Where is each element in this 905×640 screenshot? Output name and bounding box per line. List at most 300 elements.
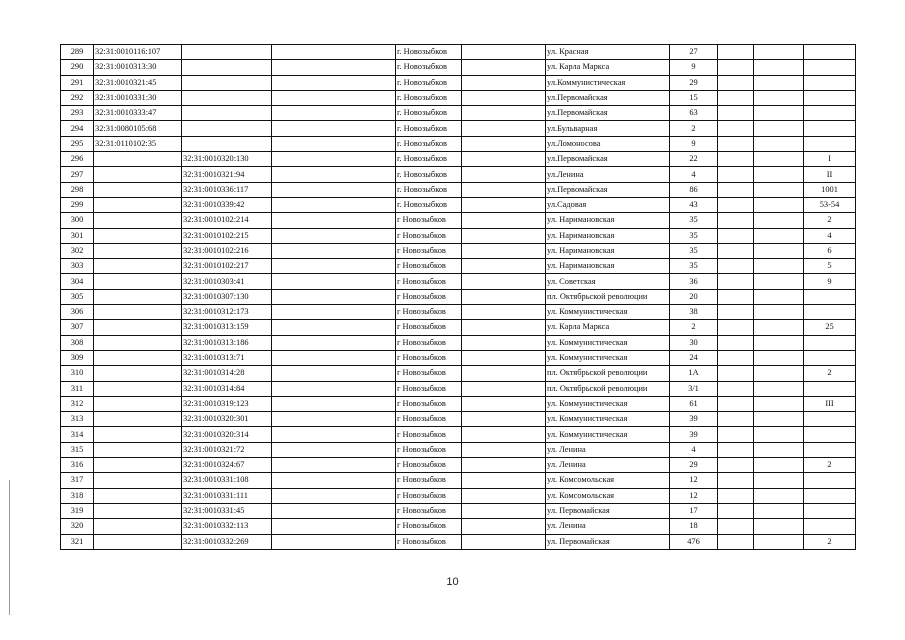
street-cell: ул. Комсомольская xyxy=(546,473,670,488)
street-cell: ул.Ломоносова xyxy=(546,136,670,151)
house-number-cell: 39 xyxy=(670,412,718,427)
apartment-number-cell: 1001 xyxy=(804,182,856,197)
premises-cadastral-number-cell xyxy=(182,90,272,105)
empty-cell xyxy=(272,243,396,258)
table-row xyxy=(61,442,856,457)
city-cell: г Новозыбков xyxy=(396,289,462,304)
street-cell: ул. Коммунистическая xyxy=(546,350,670,365)
empty-cell xyxy=(462,335,546,350)
empty-cell xyxy=(462,381,546,396)
table-row xyxy=(61,335,856,350)
empty-cell xyxy=(754,381,804,396)
city-cell: г Новозыбков xyxy=(396,259,462,274)
apartment-number-cell xyxy=(804,442,856,457)
street-cell: ул. Наримановская xyxy=(546,243,670,258)
city-cell: г. Новозыбков xyxy=(396,106,462,121)
empty-cell xyxy=(718,197,754,212)
land-cadastral-number-cell xyxy=(94,519,182,534)
table-row xyxy=(61,90,856,105)
land-cadastral-number-cell: 32:31:0010321:45 xyxy=(94,75,182,90)
empty-cell xyxy=(718,121,754,136)
street-cell: ул.Первомайская xyxy=(546,106,670,121)
empty-cell xyxy=(462,90,546,105)
empty-cell xyxy=(272,136,396,151)
empty-cell xyxy=(272,167,396,182)
apartment-number-cell: 4 xyxy=(804,228,856,243)
house-number-cell: 1А xyxy=(670,366,718,381)
row-number-cell: 311 xyxy=(61,381,94,396)
empty-cell xyxy=(462,182,546,197)
premises-cadastral-number-cell xyxy=(182,60,272,75)
empty-cell xyxy=(272,182,396,197)
street-cell: ул.Коммунистическая xyxy=(546,75,670,90)
apartment-number-cell xyxy=(804,90,856,105)
empty-cell xyxy=(272,121,396,136)
land-cadastral-number-cell xyxy=(94,320,182,335)
premises-cadastral-number-cell: 32:31:0010324:67 xyxy=(182,458,272,473)
row-number-cell: 318 xyxy=(61,488,94,503)
empty-cell xyxy=(462,213,546,228)
empty-cell xyxy=(462,152,546,167)
city-cell: г Новозыбков xyxy=(396,320,462,335)
table-row xyxy=(61,427,856,442)
house-number-cell: 4 xyxy=(670,167,718,182)
empty-cell xyxy=(754,197,804,212)
premises-cadastral-number-cell: 32:31:0010312:173 xyxy=(182,305,272,320)
apartment-number-cell: 9 xyxy=(804,274,856,289)
table-row xyxy=(61,106,856,121)
street-cell: ул. Ленина xyxy=(546,519,670,534)
land-cadastral-number-cell xyxy=(94,534,182,549)
empty-cell xyxy=(754,259,804,274)
city-cell: г Новозыбков xyxy=(396,519,462,534)
street-cell: пл. Октябрьской революции xyxy=(546,289,670,304)
empty-cell xyxy=(462,350,546,365)
land-cadastral-number-cell xyxy=(94,243,182,258)
house-number-cell: 61 xyxy=(670,396,718,411)
house-number-cell: 20 xyxy=(670,289,718,304)
empty-cell xyxy=(462,136,546,151)
empty-cell xyxy=(462,259,546,274)
empty-cell xyxy=(462,305,546,320)
empty-cell xyxy=(718,473,754,488)
apartment-number-cell xyxy=(804,289,856,304)
table-row xyxy=(61,473,856,488)
empty-cell xyxy=(754,534,804,549)
land-cadastral-number-cell xyxy=(94,228,182,243)
empty-cell xyxy=(718,45,754,60)
street-cell: ул. Наримановская xyxy=(546,213,670,228)
table-row xyxy=(61,305,856,320)
street-cell: ул. Коммунистическая xyxy=(546,412,670,427)
city-cell: г Новозыбков xyxy=(396,458,462,473)
premises-cadastral-number-cell xyxy=(182,121,272,136)
row-number-cell: 306 xyxy=(61,305,94,320)
land-cadastral-number-cell xyxy=(94,213,182,228)
empty-cell xyxy=(462,534,546,549)
land-cadastral-number-cell xyxy=(94,396,182,411)
row-number-cell: 296 xyxy=(61,152,94,167)
empty-cell xyxy=(272,274,396,289)
land-cadastral-number-cell: 32:31:0110102:35 xyxy=(94,136,182,151)
premises-cadastral-number-cell: 32:31:0010331:111 xyxy=(182,488,272,503)
empty-cell xyxy=(272,75,396,90)
house-number-cell: 476 xyxy=(670,534,718,549)
empty-cell xyxy=(462,458,546,473)
street-cell: ул. Первомайская xyxy=(546,534,670,549)
row-number-cell: 313 xyxy=(61,412,94,427)
table-row xyxy=(61,75,856,90)
row-number-cell: 317 xyxy=(61,473,94,488)
page-number: 10 xyxy=(446,576,459,588)
street-cell: ул. Коммунистическая xyxy=(546,396,670,411)
empty-cell xyxy=(272,320,396,335)
city-cell: г Новозыбков xyxy=(396,228,462,243)
empty-cell xyxy=(718,243,754,258)
table-row xyxy=(61,259,856,274)
premises-cadastral-number-cell: 32:31:0010339:42 xyxy=(182,197,272,212)
empty-cell xyxy=(272,381,396,396)
premises-cadastral-number-cell: 32:31:0010313:159 xyxy=(182,320,272,335)
row-number-cell: 298 xyxy=(61,182,94,197)
city-cell: г Новозыбков xyxy=(396,412,462,427)
house-number-cell: 9 xyxy=(670,60,718,75)
table-row xyxy=(61,152,856,167)
land-cadastral-number-cell: 32:31:0010333:47 xyxy=(94,106,182,121)
empty-cell xyxy=(718,519,754,534)
table-row xyxy=(61,503,856,518)
land-cadastral-number-cell: 32:31:0080105:68 xyxy=(94,121,182,136)
house-number-cell: 63 xyxy=(670,106,718,121)
row-number-cell: 289 xyxy=(61,45,94,60)
empty-cell xyxy=(462,366,546,381)
empty-cell xyxy=(754,350,804,365)
empty-cell xyxy=(462,473,546,488)
empty-cell xyxy=(718,90,754,105)
empty-cell xyxy=(272,458,396,473)
apartment-number-cell xyxy=(804,412,856,427)
apartment-number-cell xyxy=(804,136,856,151)
table-row xyxy=(61,488,856,503)
house-number-cell: 4 xyxy=(670,442,718,457)
empty-cell xyxy=(754,503,804,518)
apartment-number-cell xyxy=(804,427,856,442)
land-cadastral-number-cell xyxy=(94,458,182,473)
house-number-cell: 22 xyxy=(670,152,718,167)
premises-cadastral-number-cell: 32:31:0010313:71 xyxy=(182,350,272,365)
empty-cell xyxy=(718,396,754,411)
apartment-number-cell: 53-54 xyxy=(804,197,856,212)
city-cell: г Новозыбков xyxy=(396,503,462,518)
row-number-cell: 304 xyxy=(61,274,94,289)
empty-cell xyxy=(718,305,754,320)
land-cadastral-number-cell xyxy=(94,335,182,350)
premises-cadastral-number-cell: 32:31:0010321:94 xyxy=(182,167,272,182)
house-number-cell: 30 xyxy=(670,335,718,350)
premises-cadastral-number-cell: 32:31:0010307:130 xyxy=(182,289,272,304)
empty-cell xyxy=(462,45,546,60)
city-cell: г Новозыбков xyxy=(396,350,462,365)
premises-cadastral-number-cell xyxy=(182,136,272,151)
premises-cadastral-number-cell: 32:31:0010314:84 xyxy=(182,381,272,396)
street-cell: ул.Бульварная xyxy=(546,121,670,136)
empty-cell xyxy=(272,488,396,503)
street-cell: ул. Карла Маркса xyxy=(546,60,670,75)
empty-cell xyxy=(754,427,804,442)
house-number-cell: 29 xyxy=(670,458,718,473)
table-row xyxy=(61,519,856,534)
empty-cell xyxy=(754,305,804,320)
row-number-cell: 302 xyxy=(61,243,94,258)
empty-cell xyxy=(754,289,804,304)
premises-cadastral-number-cell: 32:31:0010331:45 xyxy=(182,503,272,518)
land-cadastral-number-cell: 32:31:0010116:107 xyxy=(94,45,182,60)
apartment-number-cell: 2 xyxy=(804,213,856,228)
street-cell: ул.Первомайская xyxy=(546,90,670,105)
street-cell: ул. Первомайская xyxy=(546,503,670,518)
table-row xyxy=(61,213,856,228)
empty-cell xyxy=(754,473,804,488)
empty-cell xyxy=(718,289,754,304)
empty-cell xyxy=(272,197,396,212)
empty-cell xyxy=(462,243,546,258)
empty-cell xyxy=(272,503,396,518)
land-cadastral-number-cell: 32:31:0010331:30 xyxy=(94,90,182,105)
city-cell: г. Новозыбков xyxy=(396,45,462,60)
street-cell: ул. Красная xyxy=(546,45,670,60)
empty-cell xyxy=(462,519,546,534)
city-cell: г. Новозыбков xyxy=(396,90,462,105)
city-cell: г Новозыбков xyxy=(396,274,462,289)
premises-cadastral-number-cell: 32:31:0010320:130 xyxy=(182,152,272,167)
empty-cell xyxy=(462,228,546,243)
empty-cell xyxy=(272,152,396,167)
street-cell: ул. Ленина xyxy=(546,442,670,457)
apartment-number-cell xyxy=(804,503,856,518)
house-number-cell: 35 xyxy=(670,228,718,243)
house-number-cell: 12 xyxy=(670,488,718,503)
empty-cell xyxy=(718,75,754,90)
apartment-number-cell: 2 xyxy=(804,534,856,549)
premises-cadastral-number-cell: 32:31:0010332:113 xyxy=(182,519,272,534)
street-cell: ул. Коммунистическая xyxy=(546,305,670,320)
empty-cell xyxy=(754,335,804,350)
city-cell: г. Новозыбков xyxy=(396,152,462,167)
apartment-number-cell xyxy=(804,350,856,365)
empty-cell xyxy=(272,305,396,320)
city-cell: г Новозыбков xyxy=(396,335,462,350)
empty-cell xyxy=(462,167,546,182)
premises-cadastral-number-cell: 32:31:0010102:216 xyxy=(182,243,272,258)
premises-cadastral-number-cell: 32:31:0010320:301 xyxy=(182,412,272,427)
empty-cell xyxy=(754,228,804,243)
land-cadastral-number-cell xyxy=(94,305,182,320)
table-row xyxy=(61,182,856,197)
house-number-cell: 38 xyxy=(670,305,718,320)
row-number-cell: 300 xyxy=(61,213,94,228)
empty-cell xyxy=(754,152,804,167)
empty-cell xyxy=(462,427,546,442)
table-row xyxy=(61,121,856,136)
city-cell: г. Новозыбков xyxy=(396,182,462,197)
house-number-cell: 2 xyxy=(670,320,718,335)
row-number-cell: 314 xyxy=(61,427,94,442)
empty-cell xyxy=(718,366,754,381)
house-number-cell: 17 xyxy=(670,503,718,518)
city-cell: г Новозыбков xyxy=(396,213,462,228)
empty-cell xyxy=(754,136,804,151)
land-cadastral-number-cell: 32:31:0010313:30 xyxy=(94,60,182,75)
house-number-cell: 2 xyxy=(670,121,718,136)
apartment-number-cell xyxy=(804,45,856,60)
row-number-cell: 308 xyxy=(61,335,94,350)
street-cell: ул. Коммунистическая xyxy=(546,335,670,350)
house-number-cell: 43 xyxy=(670,197,718,212)
empty-cell xyxy=(272,473,396,488)
row-number-cell: 315 xyxy=(61,442,94,457)
empty-cell xyxy=(272,45,396,60)
street-cell: ул. Советская xyxy=(546,274,670,289)
empty-cell xyxy=(272,259,396,274)
table-row xyxy=(61,60,856,75)
street-cell: ул.Ленина xyxy=(546,167,670,182)
premises-cadastral-number-cell: 32:31:0010331:108 xyxy=(182,473,272,488)
row-number-cell: 295 xyxy=(61,136,94,151)
apartment-number-cell: 2 xyxy=(804,366,856,381)
land-cadastral-number-cell xyxy=(94,350,182,365)
city-cell: г. Новозыбков xyxy=(396,167,462,182)
house-number-cell: 35 xyxy=(670,243,718,258)
premises-cadastral-number-cell xyxy=(182,75,272,90)
empty-cell xyxy=(754,45,804,60)
empty-cell xyxy=(272,213,396,228)
premises-cadastral-number-cell: 32:31:0010320:314 xyxy=(182,427,272,442)
row-number-cell: 291 xyxy=(61,75,94,90)
empty-cell xyxy=(272,427,396,442)
empty-cell xyxy=(754,442,804,457)
apartment-number-cell xyxy=(804,121,856,136)
empty-cell xyxy=(462,503,546,518)
street-cell: ул. Ленина xyxy=(546,458,670,473)
city-cell: г Новозыбков xyxy=(396,442,462,457)
table-row xyxy=(61,243,856,258)
premises-cadastral-number-cell: 32:31:0010332:269 xyxy=(182,534,272,549)
row-number-cell: 292 xyxy=(61,90,94,105)
row-number-cell: 312 xyxy=(61,396,94,411)
empty-cell xyxy=(272,519,396,534)
empty-cell xyxy=(718,381,754,396)
table-row xyxy=(61,320,856,335)
house-number-cell: 24 xyxy=(670,350,718,365)
city-cell: г Новозыбков xyxy=(396,534,462,549)
empty-cell xyxy=(754,274,804,289)
city-cell: г. Новозыбков xyxy=(396,60,462,75)
land-cadastral-number-cell xyxy=(94,197,182,212)
empty-cell xyxy=(754,412,804,427)
empty-cell xyxy=(272,534,396,549)
empty-cell xyxy=(272,60,396,75)
apartment-number-cell xyxy=(804,305,856,320)
row-number-cell: 299 xyxy=(61,197,94,212)
land-cadastral-number-cell xyxy=(94,167,182,182)
empty-cell xyxy=(462,60,546,75)
table-row xyxy=(61,458,856,473)
table-body xyxy=(61,45,856,550)
scan-margin-line xyxy=(9,480,10,615)
city-cell: г. Новозыбков xyxy=(396,197,462,212)
row-number-cell: 307 xyxy=(61,320,94,335)
empty-cell xyxy=(272,335,396,350)
apartment-number-cell: III xyxy=(804,396,856,411)
row-number-cell: 316 xyxy=(61,458,94,473)
empty-cell xyxy=(462,121,546,136)
empty-cell xyxy=(272,106,396,121)
empty-cell xyxy=(462,442,546,457)
house-number-cell: 86 xyxy=(670,182,718,197)
empty-cell xyxy=(272,228,396,243)
empty-cell xyxy=(718,427,754,442)
empty-cell xyxy=(754,366,804,381)
city-cell: г Новозыбков xyxy=(396,381,462,396)
street-cell: ул. Карла Маркса xyxy=(546,320,670,335)
empty-cell xyxy=(462,289,546,304)
street-cell: ул.Первомайская xyxy=(546,182,670,197)
premises-cadastral-number-cell: 32:31:0010102:217 xyxy=(182,259,272,274)
apartment-number-cell: II xyxy=(804,167,856,182)
empty-cell xyxy=(754,182,804,197)
empty-cell xyxy=(718,182,754,197)
empty-cell xyxy=(462,488,546,503)
row-number-cell: 290 xyxy=(61,60,94,75)
empty-cell xyxy=(754,213,804,228)
empty-cell xyxy=(754,320,804,335)
empty-cell xyxy=(272,289,396,304)
empty-cell xyxy=(718,458,754,473)
land-cadastral-number-cell xyxy=(94,473,182,488)
street-cell: пл. Октябрьской революции xyxy=(546,381,670,396)
apartment-number-cell: 25 xyxy=(804,320,856,335)
table-row xyxy=(61,45,856,60)
table-row xyxy=(61,136,856,151)
land-cadastral-number-cell xyxy=(94,442,182,457)
empty-cell xyxy=(462,75,546,90)
row-number-cell: 321 xyxy=(61,534,94,549)
house-number-cell: 27 xyxy=(670,45,718,60)
row-number-cell: 297 xyxy=(61,167,94,182)
empty-cell xyxy=(718,442,754,457)
apartment-number-cell: 2 xyxy=(804,458,856,473)
empty-cell xyxy=(754,90,804,105)
land-cadastral-number-cell xyxy=(94,366,182,381)
land-cadastral-number-cell xyxy=(94,381,182,396)
property-registry-table xyxy=(60,44,856,550)
empty-cell xyxy=(272,366,396,381)
table-row xyxy=(61,228,856,243)
empty-cell xyxy=(754,167,804,182)
premises-cadastral-number-cell: 32:31:0010303:41 xyxy=(182,274,272,289)
empty-cell xyxy=(462,197,546,212)
row-number-cell: 303 xyxy=(61,259,94,274)
empty-cell xyxy=(462,274,546,289)
table-row xyxy=(61,167,856,182)
empty-cell xyxy=(462,320,546,335)
empty-cell xyxy=(718,274,754,289)
street-cell: пл. Октябрьской революции xyxy=(546,366,670,381)
empty-cell xyxy=(718,503,754,518)
premises-cadastral-number-cell xyxy=(182,45,272,60)
apartment-number-cell: 5 xyxy=(804,259,856,274)
street-cell: ул. Комсомольская xyxy=(546,488,670,503)
